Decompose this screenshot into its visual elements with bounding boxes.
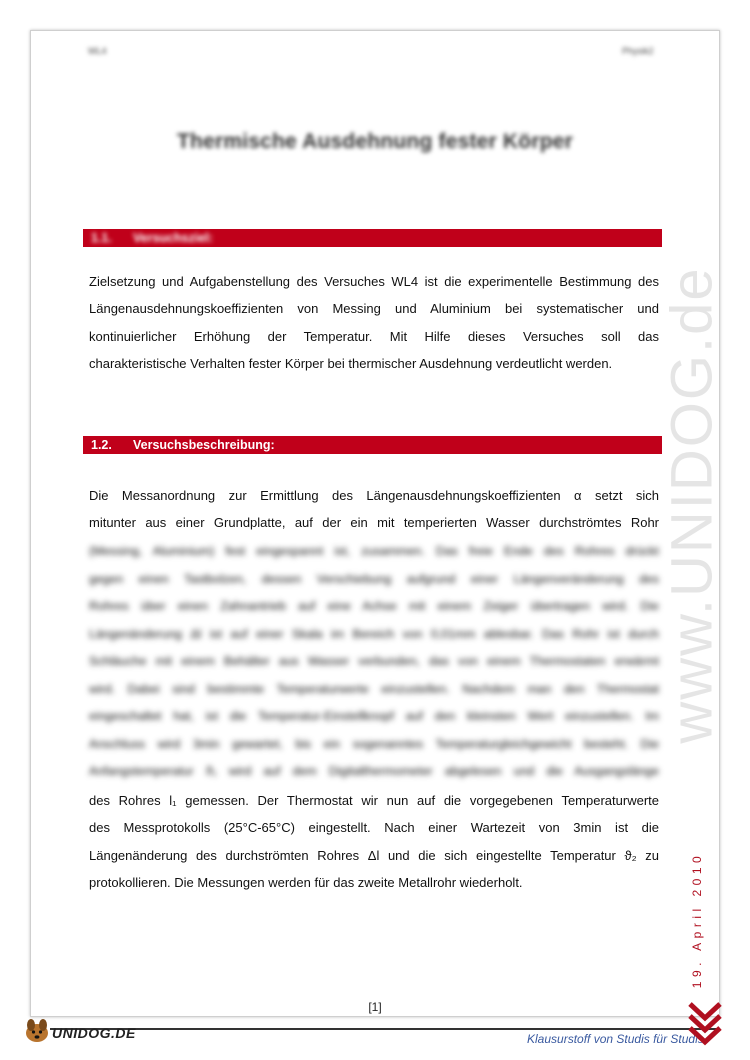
side-date [680, 850, 714, 990]
section-number: 1.1. [91, 231, 112, 245]
text-line: Rohres über einen Zahnantrieb auf eine Achse mit einem Zeiger übertragen wird. Die [89, 599, 659, 613]
header-left: WL4 [88, 46, 107, 56]
text-line: kontinuierlicher Erhöhung der Temperatur. Mit Hilfe dieses Versuches soll das [89, 328, 659, 344]
text-line: Zielsetzung und Aufgabenstellung des Versuches WL4 ist die experimentelle Bestimmung des [89, 274, 659, 289]
text-line: charakteristische Verhalten fester Körper bei thermischer Ausdehnung verdeutlicht werden. [89, 356, 613, 372]
text-line: Anfangstemperatur ϑ₁ wird auf dem Digitalthermometer abgelesen und die Ausgangslänge [89, 764, 659, 778]
text-line: Anschluss wird 3min gewartet, bis ein sogenanntes Temperaturgleichgewicht besteht. Die [89, 736, 659, 751]
text-line: Schläuche mit einem Behälter aus Wasser verbunden, das von einem Thermostaten erwärmt [89, 654, 659, 668]
section-title: Versuchsziel: [133, 231, 213, 245]
text-line: des Rohres l₁ gemessen. Der Thermostat wir nun auf die vorgegebenen Temperaturwerte [89, 793, 659, 808]
section-title: Versuchsbeschreibung: [133, 438, 275, 452]
text-line: Die Messanordnung zur Ermittlung des Längenausdehnungskoeffizienten α setzt sich [89, 488, 659, 503]
date-text: 19. April 2010 [690, 851, 704, 989]
watermark-text: www.UNIDOG.de [659, 266, 725, 744]
text-line: (Messing, Aluminium) fest eingespannt ist, zusammen. Das freie Ende des Rohres drückt [89, 544, 659, 558]
logo-text: UNIDOG.DE [52, 1025, 136, 1041]
chevron-down-icon [686, 1000, 724, 1048]
page-number: [1] [368, 1000, 382, 1014]
paragraph-goal [89, 268, 659, 378]
text-line: Längenänderung des durchströmten Rohres Δl und die sich eingestellte Temperatur ϑ₂ zu [89, 847, 659, 863]
paragraph-description-blurred [89, 538, 659, 786]
unidog-logo[interactable] [22, 1015, 152, 1047]
section-heading-2 [83, 436, 662, 454]
header-right: Physik2 [622, 46, 654, 56]
text-line: protokollieren. Die Messungen werden für das zweite Metallrohr wiederholt. [89, 875, 523, 891]
text-line: Längenausdehnungskoeffizienten von Messing und Aluminium bei systematischer und [89, 301, 659, 317]
text-line: Längenänderung Δl ist auf einer Skala im Bereich von 0,01mm ablesbar. Das Rohr ist durch [89, 626, 659, 641]
paragraph-description-top [89, 482, 659, 537]
text-line: wird. Dabei sind bestimmte Temperaturwerte einzustellen. Nachdem man den Thermostat [89, 681, 659, 696]
section-number: 1.2. [91, 438, 112, 452]
dog-icon [22, 1015, 52, 1045]
text-line: mitunter aus einer Grundplatte, auf der ein mit temperierten Wasser durchströmtes Rohr [89, 515, 659, 531]
text-line: des Messprotokolls (25°C-65°C) eingestellt. Nach einer Wartezeit von 3min ist die [89, 820, 659, 836]
footer-note: Klausurstoff von Studis für Studis [527, 1032, 704, 1046]
paragraph-description-bottom [89, 787, 659, 897]
text-line: gegen einen Tastbolzen, dessen Verschiebung aufgrund einer Längenveränderung des [89, 571, 659, 586]
text-line: eingeschaltet hat, ist die Temperatur-Einstellknopf auf den kleinsten Wert einzustellen. Im [89, 709, 659, 723]
document-title: Thermische Ausdehnung fester Körper [177, 130, 573, 153]
section-heading-1 [83, 229, 662, 247]
